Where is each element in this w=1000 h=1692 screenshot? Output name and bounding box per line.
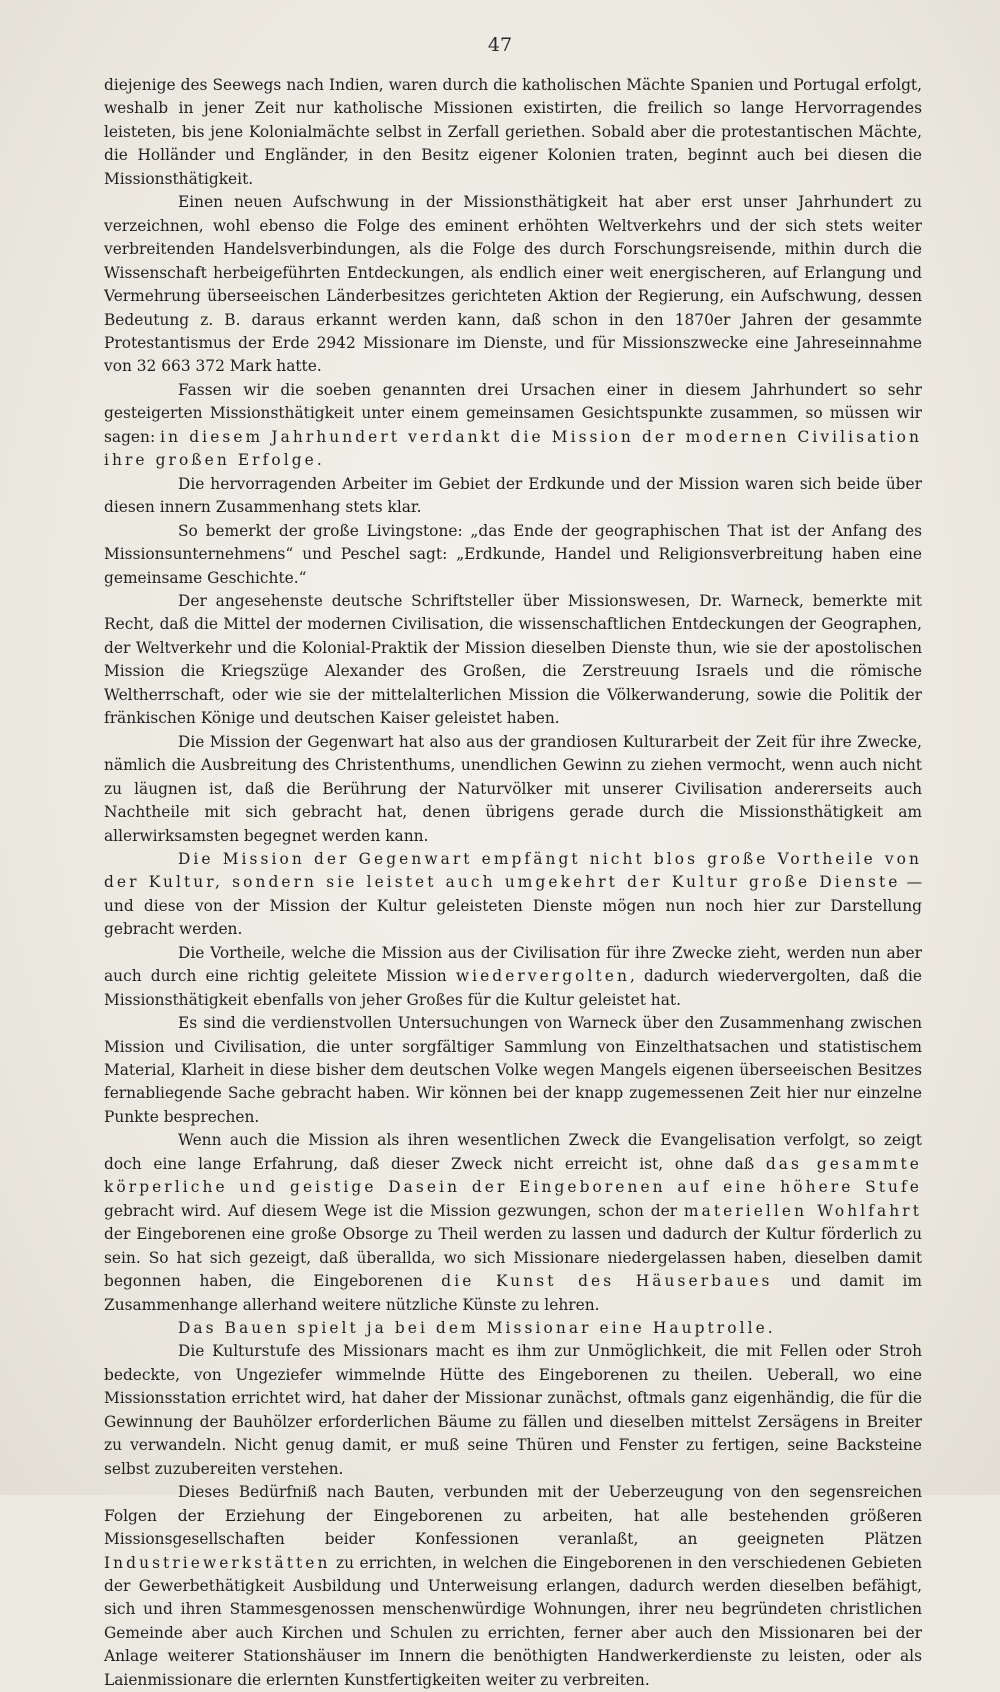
emphasized-text: die Kunst des Häuserbaues: [441, 1272, 773, 1291]
text-segment: , dadurch wiedervergolten, daß die Missionsthätigkeit ebenfalls von jeher Großes für die Kultur geleistet hat.: [104, 967, 922, 1009]
text-segment: Die Mission der Gegenwart hat also aus der grandiosen Kulturarbeit der Zeit für ihre Zwecke, nämlich die Ausbreitung des Christenthums, unendlichen Gewinn zu ziehen vermocht, wenn auch nicht zu läugnen ist, daß die Berührung der Naturvölker mit unserer Civilisation andererseits auch Nachtheile mit sich gebracht hat, denen übrigens gerade durch die Missionsthätigkeit am allerwirksamsten begegnet werden kann.: [104, 732, 922, 845]
emphasized-text: in diesem Jahrhundert verdankt die Mission der modernen Civilisation ihre großen Erfolge.: [104, 427, 922, 470]
paragraph: [104, 1129, 922, 1317]
emphasized-text: materiellen Wohlfahrt: [683, 1201, 922, 1220]
text-segment: zu errichten, in welchen die Eingeborenen in den verschiedenen Gebieten der Gewerbethätigkeit Ausbildung und Unterweisung erlangen, dadurch werden dieselben befähigt, sich und ihren Stammesgenossen menschenwürdige Wohnungen, ihrer neu begründeten christlichen Gemeinde aber auch Kirchen und Schulen zu errichten, ferner aber auch den Missionaren bei der Anlage weiterer Stationshäuser im Innern die benöthigten Handwerkerdienste zu leisten, oder als Laienmissionare die erlernten Kunstfertigkeiten weiter zu verbreiten.: [104, 1553, 922, 1689]
text-segment: Die Kulturstufe des Missionars macht es ihm zur Unmöglichkeit, die mit Fellen oder Stroh bedeckte, von Ungeziefer wimmelnde Hütte des Eingeborenen zu theilen. Ueberall, wo eine Missionsstation errichtet wird, hat daher der Missionar zunächst, oftmals ganz eigenhändig, die für die Gewinnung der Bauhölzer erforderlichen Bäume zu fällen und dieselben mittelst Zersägens in Breiter zu verwandeln. Nicht genug damit, er muß seine Thüren und Fenster zu fertigen, seine Backsteine selbst zuzubereiten verstehen.: [104, 1342, 922, 1478]
text-segment: Wenn auch die Mission als ihren wesentlichen Zweck die Evangelisation verfolgt, so zeigt doch eine lange Erfahrung, daß dieser Zweck nicht erreicht ist, ohne daß: [104, 1131, 922, 1173]
text-segment: Die Vortheile, welche die Mission aus der Civilisation für ihre Zwecke zieht, werden nun aber auch durch eine richtig geleitete Mission: [104, 943, 922, 986]
body-text: [104, 74, 922, 1692]
text-segment: gebracht wird. Auf diesem Wege ist die Mission gezwungen, schon der: [104, 1201, 684, 1220]
paragraph: [104, 74, 922, 191]
paragraph: [104, 1012, 922, 1129]
paragraph: [104, 1317, 922, 1340]
paragraph: [104, 473, 922, 520]
page-number: 47: [487, 34, 513, 56]
paragraph: [104, 590, 922, 731]
paragraph: [104, 520, 922, 590]
text-segment: Dieses Bedürfniß nach Bauten, verbunden mit der Ueberzeugung von den segensreichen Folgen der Erziehung der Eingeborenen zu arbeiten, hat alle bestehenden größeren Missionsgesellschaften beider Konfessionen veranlaßt, an geeigneten Plätzen: [104, 1483, 922, 1549]
text-segment: So bemerkt der große Livingstone: „das Ende der geographischen That ist der Anfang des Missionsunternehmens“ und Peschel sagt: „Erdkunde, Handel und Religionsverbreitung haben eine gemeinsame Geschichte.“: [104, 521, 922, 587]
emphasized-text: das gesammte körperliche und geistige Dasein der Eingeborenen auf eine höhere Stufe: [104, 1154, 923, 1197]
paragraph: [104, 942, 922, 1012]
text-segment: Der angesehenste deutsche Schriftsteller über Missionswesen, Dr. Warneck, bemerkte mit Recht, daß die Mittel der modernen Civilisation, die wissenschaftlichen Entdeckungen der Geographen, der Weltverkehr und die Kolonial-Praktik der Mission dieselben Dienste thun, wie sie der apostolischen Mission die Kriegszüge Alexander des Großen, die Zerstreuung Israels und die römische Weltherrschaft, oder wie sie der mittelalterlichen Mission die Völkerwanderung, sowie die Politik der fränkischen Könige und deutschen Kaiser geleistet haben.: [104, 591, 922, 728]
text-segment: und damit im Zusammenhange allerhand weitere nützliche Künste zu lehren.: [104, 1272, 922, 1314]
text-segment: Einen neuen Aufschwung in der Missionsthätigkeit hat aber erst unser Jahrhundert zu verzeichnen, wohl ebenso die Folge des eminent erhöhten Weltverkehrs und der sich stets weiter verbreitenden Handelsverbindungen, als die Folge des durch Forschungsreisende, mithin durch die Wissenschaft herbeigeführten Entdeckungen, als endlich einer weit energischeren, auf Erlangung und Vermehrung überseeischen Länderbesitzes gerichteten Aktion der Regierung, ein Aufschwung, dessen Bedeutung z. B. daraus erkannt werden kann, daß schon in den 1870er Jahren der gesammte Protestantismus der Erde 2942 Missionare im Dienste, und für Missionszwecke eine Jahreseinnahme von 32 663 372 Mark hatte.: [104, 193, 922, 376]
paragraph: [104, 848, 922, 942]
emphasized-text: Das Bauen spielt ja bei dem Missionar eine Hauptrolle.: [178, 1319, 776, 1338]
emphasized-text: Industriewerkstätten: [104, 1553, 331, 1572]
emphasized-text: Die Mission der Gegenwart empfängt nicht blos große Vortheile von der Kultur, sondern sie leistet auch umgekehrt der Kultur große Dienste: [104, 849, 922, 892]
text-segment: — und diese von der Mission der Kultur geleisteten Dienste mögen nun noch hier zur Darstellung gebracht werden.: [104, 873, 922, 939]
paragraph: [104, 1481, 922, 1692]
text-segment: Fassen wir die soeben genannten drei Ursachen einer in diesem Jahrhundert so sehr gesteigerten Missionsthätigkeit unter einem gemeinsamen Gesichtspunkte zusammen, so müssen wir sagen:: [104, 380, 922, 446]
paragraph: [104, 731, 922, 848]
paragraph: [104, 191, 922, 379]
text-segment: Die hervorragenden Arbeiter im Gebiet der Erdkunde und der Mission waren sich beide über diesen innern Zusammenhang stets klar.: [104, 474, 922, 517]
text-segment: der Eingeborenen eine große Obsorge zu Theil werden zu lassen und dadurch der Kultur förderlich zu sein. So hat sich gezeigt, daß überallda, wo sich Missionare niedergelassen haben, dieselben damit begonnen haben, die Eingeborenen: [104, 1225, 922, 1291]
paragraph: [104, 1340, 922, 1481]
text-segment: diejenige des Seewegs nach Indien, waren durch die katholischen Mächte Spanien und Portugal erfolgt, weshalb in jener Zeit nur katholische Missionen existirten, die freilich so lange Hervorragendes leisteten, bis jene Kolonialmächte selbst in Zerfall geriethen. Sobald aber die protestantischen Mächte, die Holländer und Engländer, in den Besitz eigener Kolonien traten, beginnt auch bei diesen die Missionsthätigkeit.: [104, 76, 922, 188]
paragraph: [104, 379, 922, 473]
text-segment: Es sind die verdienstvollen Untersuchungen von Warneck über den Zusammenhang zwischen Mission und Civilisation, die unter sorgfältiger Sammlung von Einzelthatsachen und statistischem Material, Klarheit in diese bisher dem deutschen Volke wegen Mangels eigenen überseeischen Besitzes fernabliegende Sache gebracht haben. Wir können bei der knapp zugemessenen Zeit hier nur einzelne Punkte besprechen.: [104, 1014, 922, 1126]
emphasized-text: wiedervergolten: [455, 967, 630, 986]
